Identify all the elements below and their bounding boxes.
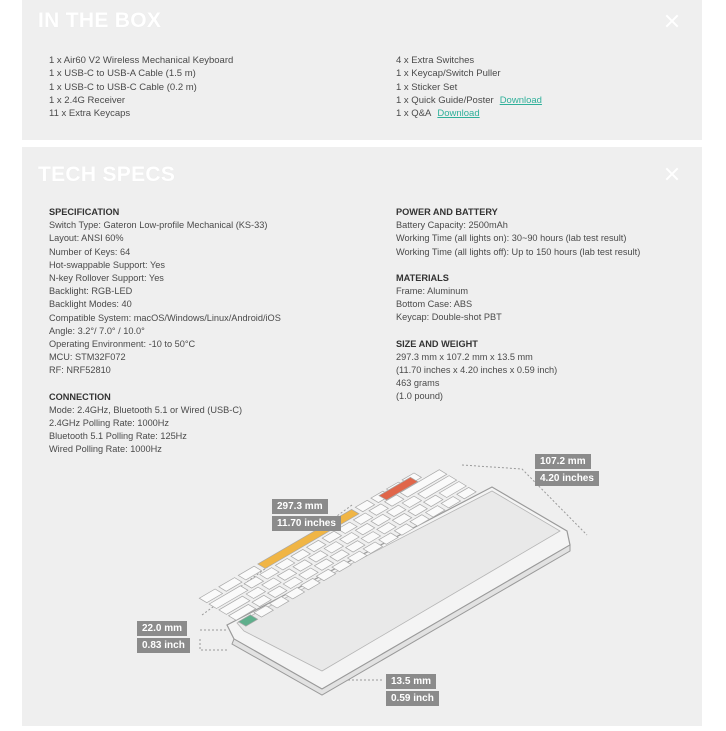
height-mm-label: 22.0 mm	[137, 621, 187, 636]
spec-line: Number of Keys: 64	[49, 246, 131, 257]
thickness-mm-label: 13.5 mm	[386, 674, 436, 689]
spec-line: Keycap: Double-shot PBT	[396, 312, 502, 323]
box-item: 1 x Keycap/Switch Puller	[396, 68, 501, 80]
box-item-quick-guide	[396, 94, 542, 107]
spec-line: 463 grams	[396, 378, 440, 389]
box-item: 1 x USB-C to USB-A Cable (1.5 m)	[49, 68, 196, 80]
section-heading: POWER AND BATTERY	[396, 207, 498, 217]
spec-line: Working Time (all lights off): Up to 150 hours (lab test result)	[396, 246, 641, 257]
box-item-qa	[396, 107, 542, 120]
spec-line: (11.70 inches x 4.20 inches x 0.59 inch)	[396, 365, 558, 376]
thickness-in-label: 0.59 inch	[386, 691, 439, 706]
spec-line: 2.4GHz Polling Rate: 1000Hz	[49, 418, 170, 429]
spec-line: Switch Type: Gateron Low-profile Mechanical (KS-33)	[49, 220, 268, 231]
spec-line: RF: NRF52810	[49, 365, 111, 376]
box-items-left	[49, 54, 233, 120]
spec-line: Bottom Case: ABS	[396, 299, 473, 310]
height-in-label: 0.83 inch	[137, 638, 190, 653]
box-items-right	[396, 54, 542, 120]
box-item-label: 1 x Q&A	[396, 108, 432, 120]
box-item: 11 x Extra Keycaps	[49, 108, 131, 120]
spec-line: Hot-swappable Support: Yes	[49, 259, 165, 270]
spec-line: (1.0 pound)	[396, 391, 443, 402]
tech-specs-panel	[22, 147, 702, 726]
spec-line: Compatible System: macOS/Windows/Linux/Android/iOS	[49, 312, 281, 323]
spec-line: N-key Rollover Support: Yes	[49, 273, 164, 284]
spec-column-right	[396, 206, 640, 404]
box-item: 1 x USB-C to USB-C Cable (0.2 m)	[49, 81, 197, 93]
tech-specs-title: TECH SPECS	[38, 163, 176, 186]
quick-guide-download-link[interactable]: Download	[499, 94, 542, 106]
spec-line: Operating Environment: -10 to 50°C	[49, 339, 196, 350]
keyboard-dimension-diagram	[22, 447, 702, 726]
spec-line: Backlight: RGB-LED	[49, 286, 133, 297]
section-heading: SPECIFICATION	[49, 207, 120, 217]
spec-line: Wired Polling Rate: 1000Hz	[49, 444, 162, 455]
close-icon[interactable]	[664, 166, 680, 182]
keyboard-illustration	[22, 447, 702, 726]
box-item: 1 x Sticker Set	[396, 81, 458, 93]
spec-line: Working Time (all lights on): 30~90 hours (lab test result)	[396, 233, 627, 244]
in-the-box-title: IN THE BOX	[38, 9, 162, 32]
spec-line: Bluetooth 5.1 Polling Rate: 125Hz	[49, 431, 187, 442]
in-the-box-panel	[22, 0, 702, 140]
box-item: 1 x 2.4G Receiver	[49, 94, 126, 106]
close-icon[interactable]	[664, 13, 680, 29]
spec-line: Angle: 3.2°/ 7.0° / 10.0°	[49, 325, 145, 336]
spec-line: Backlight Modes: 40	[49, 299, 132, 310]
spec-line: Battery Capacity: 2500mAh	[396, 220, 508, 231]
box-item: 4 x Extra Switches	[396, 55, 475, 66]
spec-line: Mode: 2.4GHz, Bluetooth 5.1 or Wired (USB-C)	[49, 404, 243, 415]
qa-download-link[interactable]: Download	[437, 108, 480, 120]
depth-in-label: 4.20 inches	[535, 471, 599, 486]
keycap	[260, 568, 279, 579]
spec-line: Layout: ANSI 60%	[49, 233, 124, 244]
spec-line: 297.3 mm x 107.2 mm x 13.5 mm	[396, 351, 533, 362]
box-item-label: 1 x Quick Guide/Poster	[396, 94, 494, 106]
spec-line: Frame: Aluminum	[396, 286, 468, 297]
box-item: 1 x Air60 V2 Wireless Mechanical Keyboard	[49, 55, 234, 66]
length-mm-label: 297.3 mm	[272, 499, 328, 514]
section-heading: MATERIALS	[396, 272, 449, 283]
spec-line: MCU: STM32F072	[49, 352, 126, 363]
section-heading: SIZE AND WEIGHT	[396, 338, 478, 349]
depth-mm-label: 107.2 mm	[535, 454, 591, 469]
spec-column-left	[49, 206, 281, 457]
length-in-label: 11.70 inches	[272, 516, 341, 531]
section-heading: CONNECTION	[49, 391, 111, 402]
